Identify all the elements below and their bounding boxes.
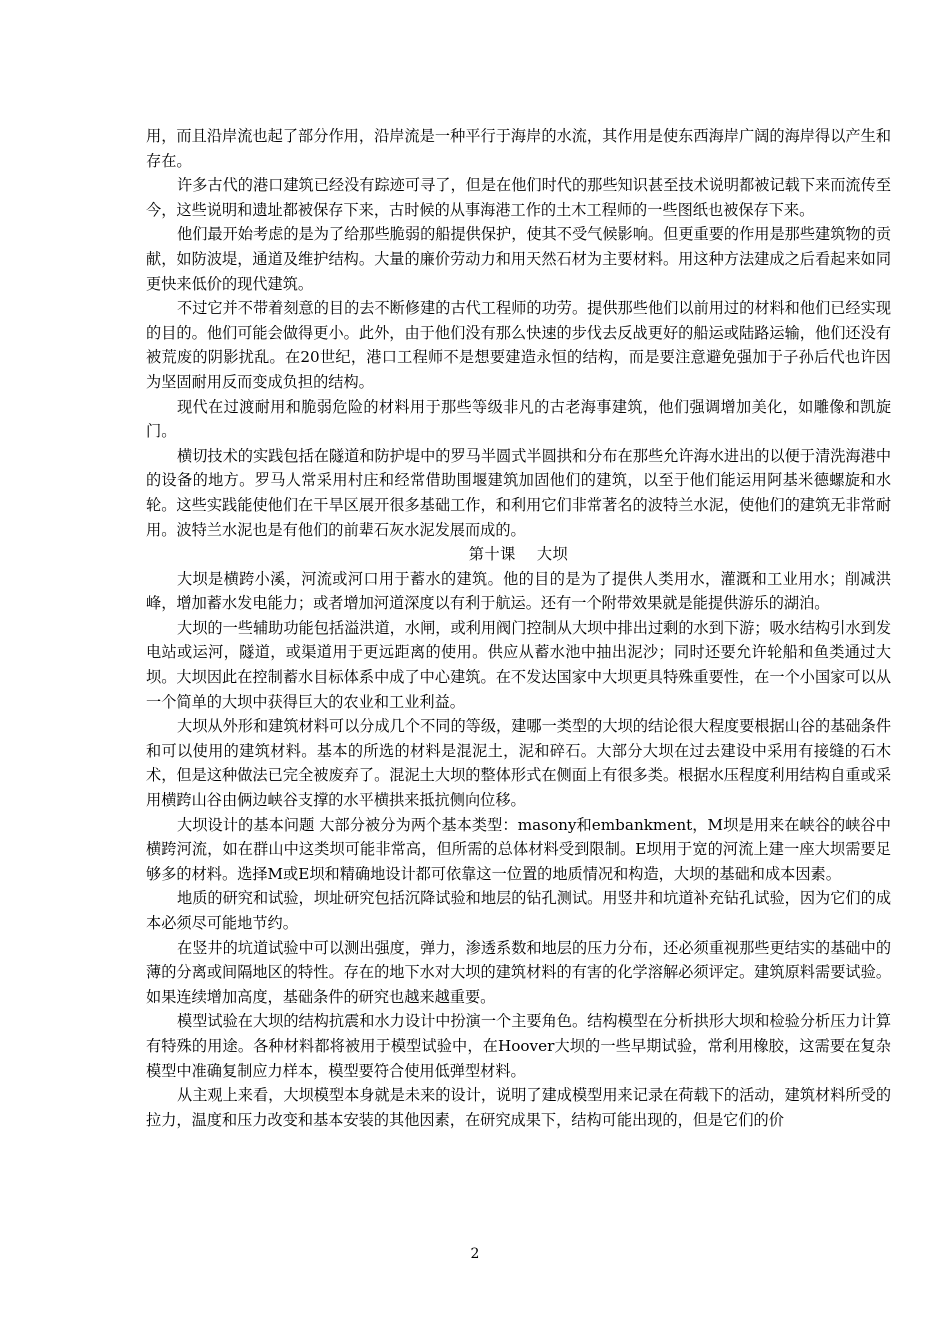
paragraph-14: 从主观上来看，大坝模型本身就是未来的设计，说明了建成模型用来记录在荷载下的活动，建筑材料所受的拉力，温度和压力改变和基本安装的其他因素，在研究成果下，结构可能出现的，但是它们的价 [146,1086,891,1129]
paragraph-2: 许多古代的港口建筑已经没有踪迹可寻了，但是在他们时代的那些知识甚至技术说明都被记载下来而流传至今，这些说明和遗址都被保存下来，古时候的从事海港工作的土木工程师的一些图纸也被保存下来。 [146,176,891,219]
paragraph-5: 现代在过渡耐用和脆弱危险的材料用于那些等级非凡的古老海事建筑，他们强调增加美化，如雕像和凯旋门。 [146,397,891,441]
paragraph-12: 在竖井的坑道试验中可以测出强度，弹力，渗透系数和地层的压力分布，还必须重视那些更结实的基础中的薄的分离或间隔地区的特性。存在的地下水对大坝的建筑材料的有害的化学溶解必须评定。建筑原料需要试验。如果连续增加高度，基础条件的研究也越来越重要。 [146,938,891,1006]
paragraph-13: 模型试验在大坝的结构抗震和水力设计中扮演一个主要角色。结构模型在分析拱形大坝和检验分析压力计算有特殊的用途。各种材料都将被用于模型试验中，在Hoover大坝的一些早期试验，常利用橡胶，这需要在复杂模型中准确复制应力样本，模型要符合使用低弹型材料。 [146,1012,891,1080]
paragraph-10: 大坝设计的基本问题 大部分被分为两个基本类型：masony和embankment，M坝是用来在峡谷的峡谷中横跨河流，如在群山中这类坝可能非常高，但所需的总体材料受到限制。E坝用于宽的河流上建一座大坝需要足够多的材料。选择M或E坝和精确地设计都可依靠这一位置的地质情况和构造，大坝的基础和成本因素。 [146,815,891,883]
paragraph-11: 地质的研究和试验，坝址研究包括沉降试验和地层的钻孔测试。用竖井和坑道补充钻孔试验，因为它们的成本必须尽可能地节约。 [146,889,891,932]
page-number: 2 [470,1246,480,1262]
lesson-heading: 第十课 大坝 [468,545,569,564]
paragraph-1: 用，而且沿岸流也起了部分作用，沿岸流是一种平行于海岸的水流，其作用是使东西海岸广阔的海岸得以产生和存在。 [146,127,891,170]
paragraph-3: 他们最开始考虑的是为了给那些脆弱的船提供保护，使其不受气候影响。但更重要的作用是那些建筑物的贡献，如防波堤，通道及维护结构。大量的廉价劳动力和用天然石材为主要材料。用这种方法建成之后看起来如同更快来低价的现代建筑。 [146,225,891,293]
paragraph-9: 大坝从外形和建筑材料可以分成几个不同的等级，建哪一类型的大坝的结论很大程度要根据山谷的基础条件和可以使用的建筑材料。基本的所选的材料是混泥土，泥和碎石。大部分大坝在过去建设中采用有接缝的石木术，但是这种做法已完全被废弃了。混泥土大坝的整体形式在侧面上有很多类。根据水压程度利用结构自重或采用横跨山谷由俩边峡谷支撑的水平横拱来抵抗侧向位移。 [146,717,891,810]
paragraph-6: 横切技术的实践包括在隧道和防护堤中的罗马半圆式半圆拱和分布在那些允许海水进出的以便于清洗海港中的设备的地方。罗马人常采用村庄和经常借助围堰建筑加固他们的建筑，以至于他们能运用阿基米德螺旋和水轮。这些实践能使他们在干旱区展开很多基础工作，和利用它们非常著名的波特兰水泥，使他们的建筑无非常耐用。波特兰水泥也是有他们的前辈石灰水泥发展而成的。 [146,446,891,539]
paragraph-8: 大坝的一些辅助功能包括溢洪道，水闸，或利用阀门控制从大坝中排出过剩的水到下游；吸水结构引水到发电站或运河，隧道，或渠道用于更远距离的使用。供应从蓄水池中抽出泥沙；同时还要允许轮船和鱼类通过大坝。大坝因此在控制蓄水目标体系中成了中心建筑。在不发达国家中大坝更具特殊重要性，在一个小国家可以从一个简单的大坝中获得巨大的农业和工业利益。 [146,618,891,711]
paragraph-4: 不过它并不带着刻意的目的去不断修建的古代工程师的功劳。提供那些他们以前用过的材料和他们已经实现的目的。他们可能会做得更小。此外，由于他们没有那么快速的步伐去反战更好的船运或陆路运输，他们还没有被荒废的阴影扰乱。在20世纪，港口工程师不是想要建造永恒的结构，而是要注意避免强加于子孙后代也许因为坚固耐用反而变成负担的结构。 [146,299,891,391]
page-body [146,124,891,1132]
paragraph-7: 大坝是横跨小溪，河流或河口用于蓄水的建筑。他的目的是为了提供人类用水，灌溉和工业用水；削减洪峰，增加蓄水发电能力；或者增加河道深度以有利于航运。还有一个附带效果就是能提供游乐的湖泊。 [146,569,891,613]
